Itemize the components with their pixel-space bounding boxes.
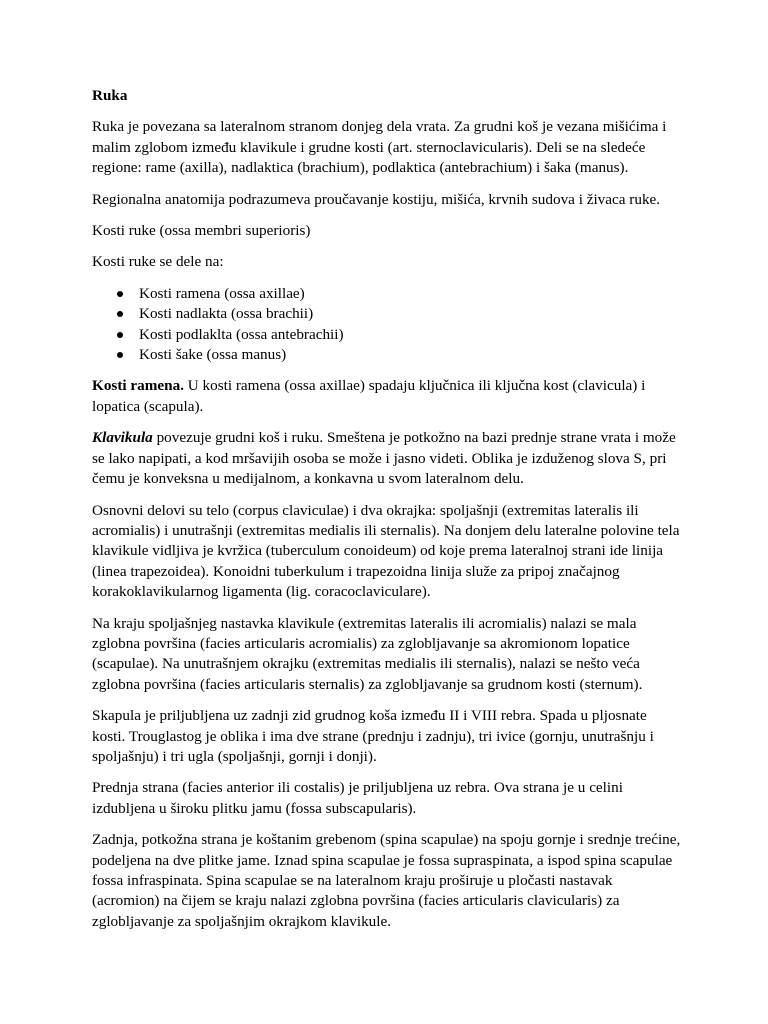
list-item: Kosti podlaklta (ossa antebrachii)	[139, 325, 682, 345]
shoulder-bones-text: U kosti ramena (ossa axillae) spadaju ključnica ili ključna kost (clavicula) i lopatica (scapula).	[92, 377, 646, 415]
paragraph-bones-division: Kosti ruke se dele na:	[92, 253, 224, 271]
bone-list	[92, 284, 682, 366]
list-item: Kosti nadlakta (ossa brachii)	[139, 304, 682, 324]
paragraph-scapula-posterior: Zadnja, potkožna strana je koštanim grebenom (spina scapulae) na spoju gornje i srednje trećine, podeljena na dve plitke jame. Iznad spina scapulae je fossa supraspinata, a ispod spina scapulae fossa infraspinata. Spina scapulae se na lateralnom kraju proširuje u pločasti nastavak (acromion) na čijem se kraju nalazi zglobna površina (facies articularis clavicularis) za zglobljavanje za spoljašnjim okrajkom klavikule.	[92, 831, 681, 930]
paragraph-shoulder-bones	[92, 376, 682, 417]
list-item: Kosti ramena (ossa axillae)	[139, 284, 682, 304]
paragraph-intro: Ruka je povezana sa lateralnom stranom donjeg dela vrata. Za grudni koš je vezana mišićima i malim zglobom između klavikule i grudne kosti (art. sternoclavicularis). Deli se na sledeće regione: rame (axilla), nadlaktica (brachium), podlaktica (antebrachium) i šaka (manus).	[92, 118, 667, 177]
paragraph-clavicle-articulations: Na kraju spoljašnjeg nastavka klavikule (extremitas lateralis ili acromialis) nalazi se mala zglobna površina (facies articularis acromialis) za zglobljavanje sa akromionom lopatice (scapulae). Na unutrašnjem okrajku (extremitas medialis ili sternalis), nalazi se nešto veća zglobna površina (facies articularis sternalis) za zglobljavanje sa grudnom kosti (sternum).	[92, 614, 643, 693]
paragraph-bones-title: Kosti ruke (ossa membri superioris)	[92, 222, 311, 240]
document-title: Ruka	[92, 87, 128, 104]
shoulder-bones-term: Kosti ramena.	[92, 377, 184, 395]
list-item: Kosti šake (ossa manus)	[139, 345, 682, 365]
paragraph-scapula: Skapula je priljubljena uz zadnji zid grudnog koša između II i VIII rebra. Spada u pljosnate kosti. Trouglastog je oblika i ima dve strane (prednju i zadnju), tri ivice (gornju, unutrašnju i spoljašnju) i tri ugla (spoljašnji, gornji i donji).	[92, 707, 654, 765]
document-page	[92, 86, 682, 943]
clavicle-text: povezuje grudni koš i ruku. Smeštena je potkožno na bazi prednje strane vrata i može se lako napipati, a kod mršavijih osoba se može i jasno videti. Oblika je izduženog slova S, pri čemu je konveksna u medijalnom, a konkavna u svom lateralnom delu.	[92, 429, 676, 488]
clavicle-term: Klavikula	[92, 429, 153, 447]
paragraph-clavicle	[92, 428, 682, 489]
paragraph-regional-anatomy: Regionalna anatomija podrazumeva proučavanje kostiju, mišića, krvnih sudova i živaca ruke.	[92, 190, 661, 208]
paragraph-scapula-anterior: Prednja strana (facies anterior ili costalis) je priljubljena uz rebra. Ova strana je u celini izdubljena u široku plitku jamu (fossa subscapularis).	[92, 779, 623, 817]
paragraph-clavicle-parts: Osnovni delovi su telo (corpus claviculae) i dva okrajka: spoljašnji (extremitas lateralis ili acromialis) i unutrašnji (extremitas medialis ili sternalis). Na donjem delu lateralne polovine tela klavikule vidljiva je kvržica (tuberculum conoideum) od koje prema lateralnoj strani ide linija (linea trapezoidea). Konoidni tuberkulum i trapezoidna linija služe za pripoj značajnog korakoklavikularnog ligamenta (lig. coracoclaviculare).	[92, 501, 680, 601]
